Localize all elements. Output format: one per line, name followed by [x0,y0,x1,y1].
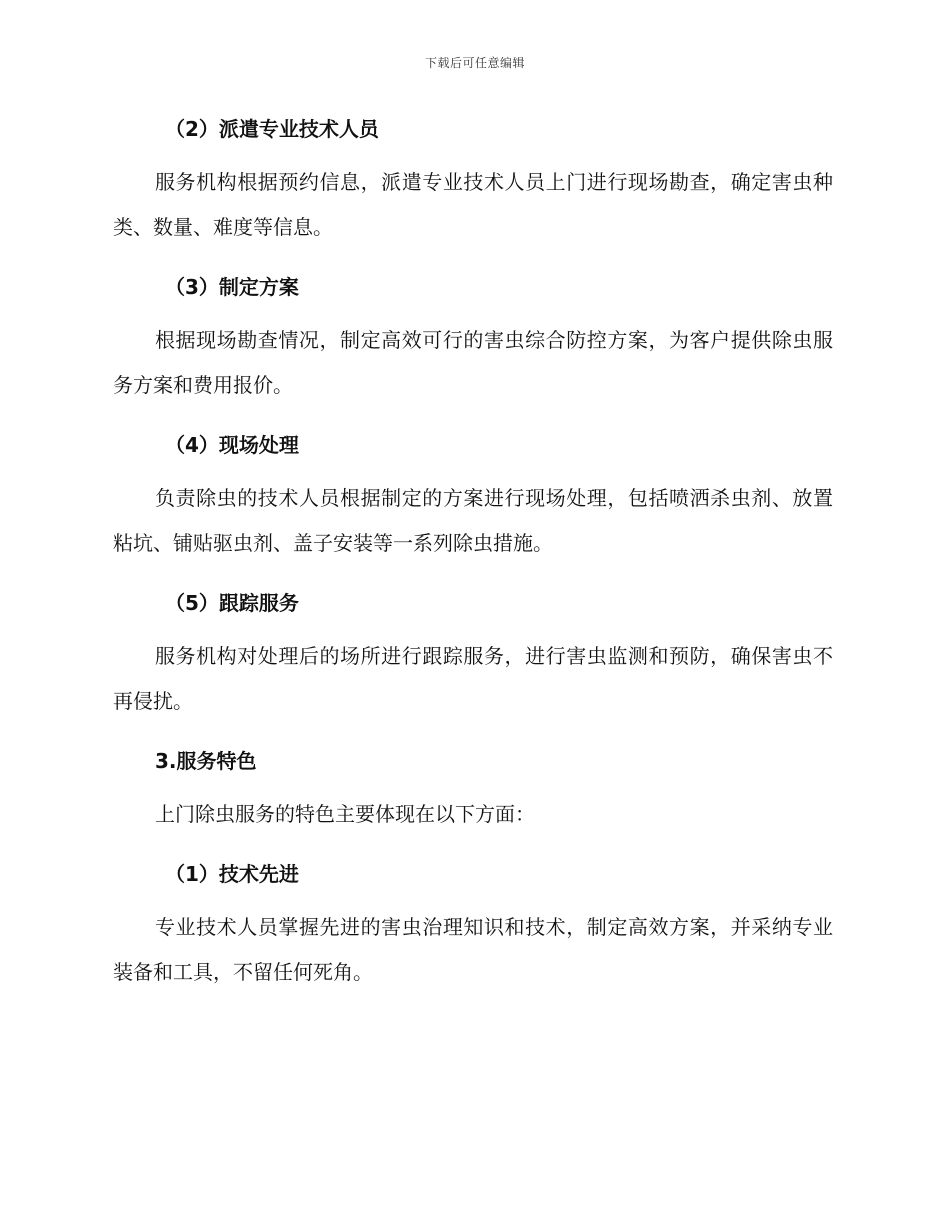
section-heading-followup: （5）跟踪服务 [165,591,299,615]
paragraph-plan: 根据现场勘查情况，制定高效可行的害虫综合防控方案，为客户提供除虫服务方案和费用报价。 [113,328,833,397]
paragraph-dispatch: 服务机构根据预约信息，派遣专业技术人员上门进行现场勘查，确定害虫种类、数量、难度等信息。 [113,170,833,239]
section-heading-plan: （3）制定方案 [165,275,299,299]
paragraph-advanced-tech: 专业技术人员掌握先进的害虫治理知识和技术，制定高效方案，并采纳专业装备和工具，不留任何死角。 [113,915,833,984]
section-heading-features: 3.服务特色 [155,749,257,773]
paragraph-features-intro: 上门除虫服务的特色主要体现在以下方面： [155,802,535,826]
document-body [113,112,833,995]
section-heading-onsite: （4）现场处理 [165,433,299,457]
paragraph-onsite: 负责除虫的技术人员根据制定的方案进行现场处理，包括喷洒杀虫剂、放置粘坑、铺贴驱虫剂、盖子安装等一系列除虫措施。 [113,486,833,555]
paragraph-followup: 服务机构对处理后的场所进行跟踪服务，进行害虫监测和预防，确保害虫不再侵扰。 [113,644,833,713]
page-header: 下载后可任意编辑 [424,56,525,70]
section-heading-dispatch: （2）派遣专业技术人员 [165,117,379,141]
section-heading-advanced-tech: （1）技术先进 [165,862,299,886]
